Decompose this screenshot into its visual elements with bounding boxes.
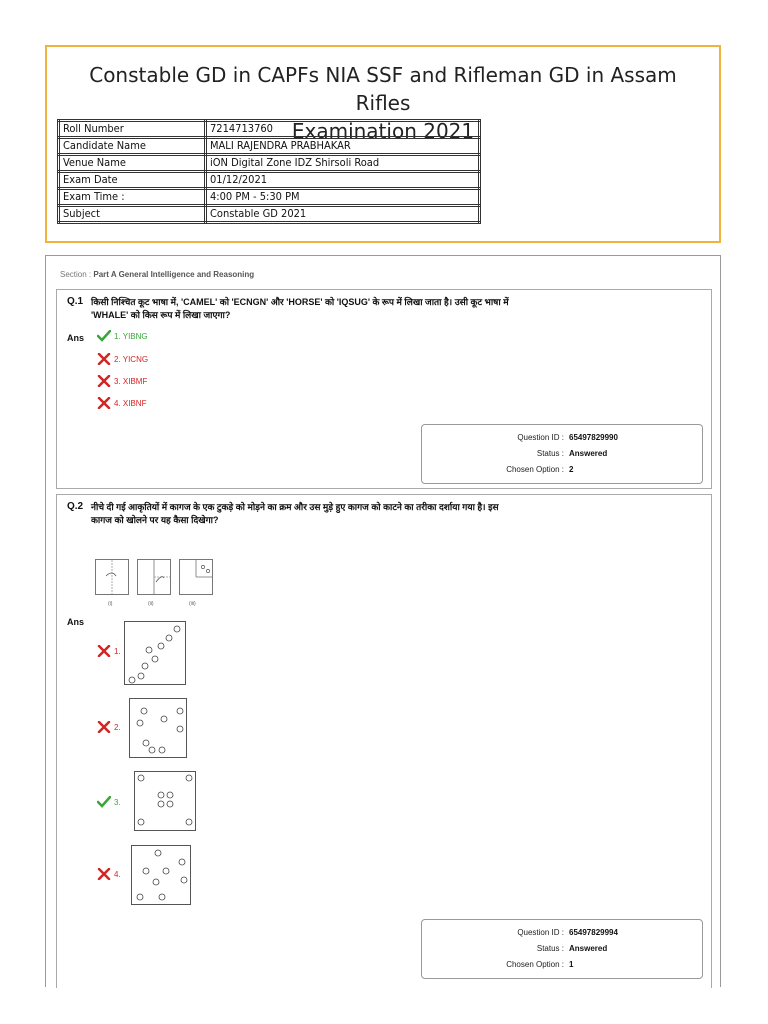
info-value: MALI RAJENDRA PRABHAKAR	[206, 138, 480, 155]
answer-label: Ans	[67, 333, 85, 343]
answer-label: Ans	[67, 617, 85, 627]
chosen-option-label: Chosen Option :	[506, 465, 564, 474]
info-row	[59, 206, 480, 223]
status-value: Answered	[569, 449, 608, 458]
info-value: 4:00 PM - 5:30 PM	[206, 189, 480, 206]
option-label: 1. YIBNG	[114, 331, 148, 341]
option-4	[97, 868, 121, 880]
option-1	[97, 645, 121, 657]
question-text: नीचे दी गई आकृतियों में कागज के एक टुकड़े को मोड़ने का क्रम और उस मुड़े हुए कागज को काटने का तरीका दर्शाया गया है। इस कागज को खोलने पर यह कैसा दिखेगा?	[91, 502, 499, 525]
fold-caption: (ii)	[148, 601, 154, 607]
question-id-value: 65497829990	[569, 433, 618, 442]
info-label: Exam Date	[59, 172, 206, 189]
exam-title-line-2: Examination 2021	[291, 119, 475, 143]
check-icon	[97, 330, 111, 342]
status-row	[422, 449, 702, 463]
cross-icon	[97, 868, 111, 880]
exam-header	[45, 45, 721, 243]
info-label: Exam Time :	[59, 189, 206, 206]
option-1	[97, 330, 148, 342]
option-1-figure	[124, 621, 186, 685]
section-prefix: Section :	[60, 270, 92, 279]
question-id-label: Question ID :	[517, 433, 564, 442]
unfolded-paper-drawing	[130, 699, 186, 757]
option-label: 4.	[114, 869, 121, 879]
status-label: Status :	[536, 944, 564, 953]
option-label: 2. YICNG	[114, 354, 149, 364]
question-text: किसी निश्चित कूट भाषा में, 'CAMEL' को 'ECNGN' और 'HORSE' को 'IQSUG' के रूप में लिखा जाता है। उसी कूट भाषा में 'WHALE' को किस रूप में लिखा जाएगा?	[91, 297, 509, 320]
option-3	[97, 796, 121, 808]
section-name: Part A General Intelligence and Reasoning	[93, 270, 255, 279]
unfolded-paper-drawing	[132, 846, 190, 904]
cross-icon	[97, 375, 111, 387]
info-row	[59, 155, 480, 172]
question-id-label: Question ID :	[517, 928, 564, 937]
chosen-option-label: Chosen Option :	[506, 960, 564, 969]
status-label: Status :	[536, 449, 564, 458]
option-label: 1.	[114, 646, 121, 656]
candidate-info-table	[57, 119, 481, 224]
info-label: Candidate Name	[59, 138, 206, 155]
question-2	[56, 494, 712, 988]
info-label: Subject	[59, 206, 206, 223]
fold-step-drawing	[96, 560, 128, 594]
option-4	[97, 397, 146, 409]
section-heading	[60, 270, 254, 279]
question-id-value: 65497829994	[569, 928, 618, 937]
status-row	[422, 944, 702, 958]
info-label: Roll Number	[59, 121, 206, 138]
cross-icon	[97, 353, 111, 365]
info-row	[59, 172, 480, 189]
fold-figure-3	[179, 559, 213, 595]
option-2	[97, 721, 121, 733]
option-4-figure	[131, 845, 191, 905]
option-2-figure	[129, 698, 187, 758]
info-row	[59, 121, 480, 138]
chosen-option-row	[422, 960, 702, 974]
question-paper	[45, 255, 721, 987]
info-value: Constable GD 2021	[206, 206, 480, 223]
question-info-box	[421, 424, 703, 484]
fold-figure-1	[95, 559, 129, 595]
exam-title-line-1: Constable GD in CAPFs NIA SSF and Rifleman GD in Assam Rifles	[89, 63, 677, 115]
info-row	[59, 189, 480, 206]
question-number: Q.1	[67, 296, 84, 307]
option-label: 3. XIBMF	[114, 376, 148, 386]
info-row	[59, 138, 480, 155]
option-label: 2.	[114, 722, 121, 732]
fold-figure-2	[137, 559, 171, 595]
fold-step-drawing	[138, 560, 170, 594]
unfolded-paper-drawing	[125, 622, 185, 684]
option-3-figure	[134, 771, 196, 831]
option-label: 4. XIBNF	[114, 398, 147, 408]
question-number: Q.2	[67, 501, 84, 512]
option-2	[97, 353, 148, 365]
chosen-option-value: 1	[569, 960, 574, 969]
fold-caption: (i)	[108, 601, 113, 607]
fold-caption: (iii)	[189, 601, 196, 607]
info-value: iON Digital Zone IDZ Shirsoli Road	[206, 155, 480, 172]
fold-step-drawing	[180, 560, 212, 594]
info-label: Venue Name	[59, 155, 206, 172]
chosen-option-row	[422, 465, 702, 479]
chosen-option-value: 2	[569, 465, 574, 474]
option-label: 3.	[114, 797, 121, 807]
question-1	[56, 289, 712, 489]
cross-icon	[97, 397, 111, 409]
unfolded-paper-drawing	[135, 772, 195, 830]
info-value: 7214713760	[206, 121, 480, 138]
question-id-row	[422, 433, 702, 447]
question-info-box	[421, 919, 703, 979]
question-id-row	[422, 928, 702, 942]
option-3	[97, 375, 147, 387]
cross-icon	[97, 721, 111, 733]
info-value: 01/12/2021	[206, 172, 480, 189]
status-value: Answered	[569, 944, 608, 953]
cross-icon	[97, 645, 111, 657]
check-icon	[97, 796, 111, 808]
